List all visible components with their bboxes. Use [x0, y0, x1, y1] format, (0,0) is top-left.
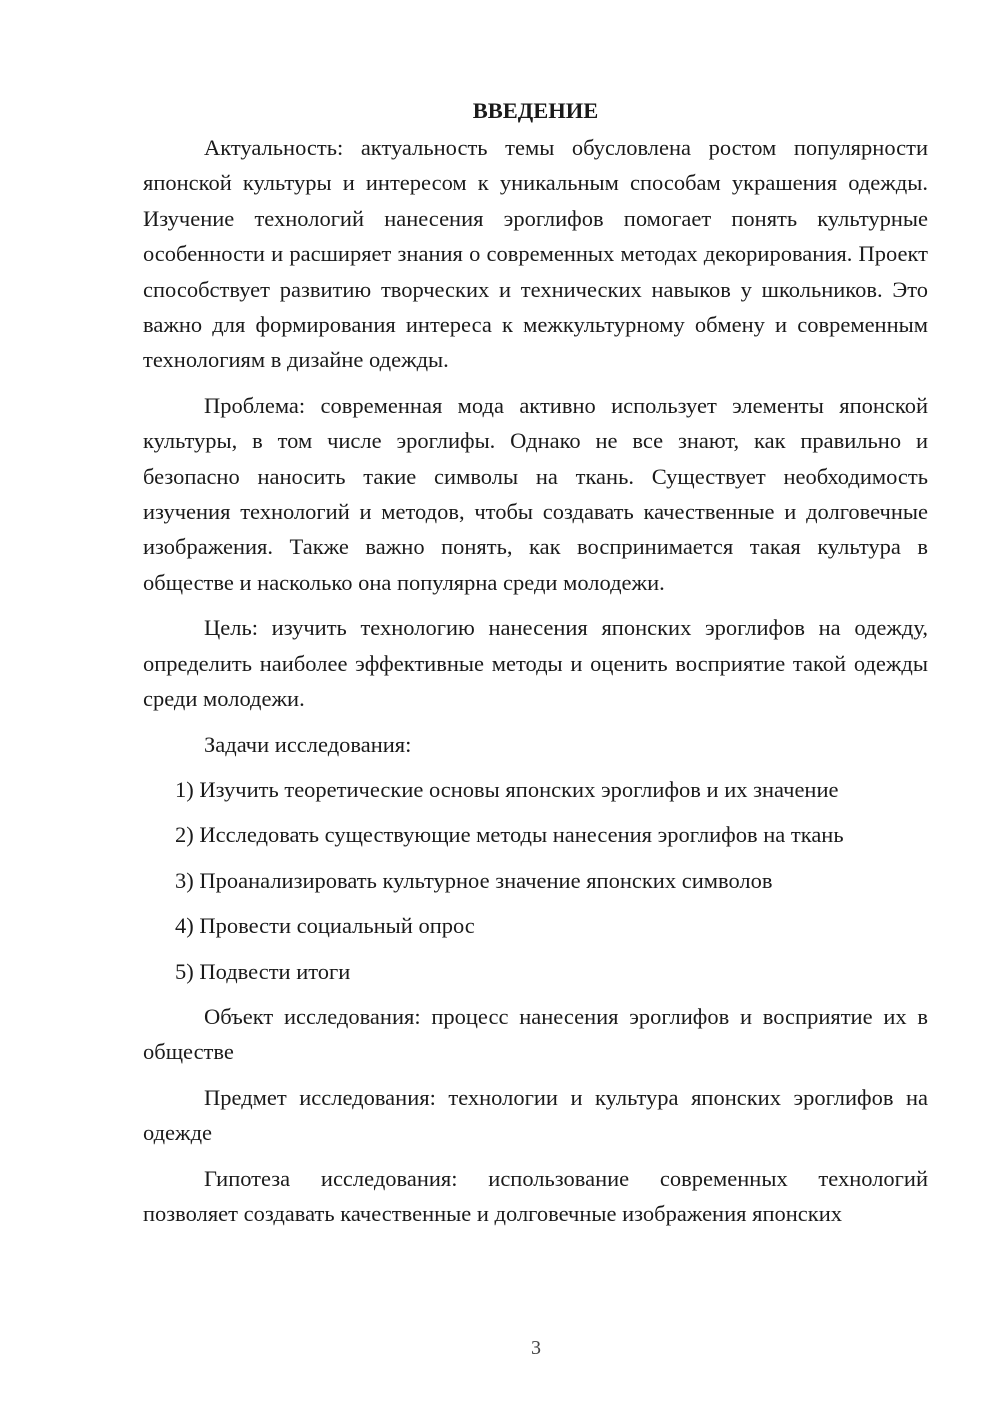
tasks-list: [143, 772, 928, 989]
paragraph-goal: Цель: изучить технологию нанесения японских эроглифов на одежду, определить наиболее эффективные методы и оценить восприятие такой одежды среди молодежи.: [143, 615, 928, 712]
page-number: 3: [531, 1337, 541, 1359]
paragraph-hypothesis: Гипотеза исследования: использование современных технологий позволяет создавать качественные и долговечные изображения японских: [143, 1165, 928, 1226]
list-item: 1) Изучить теоретические основы японских эроглифов и их значение: [175, 776, 839, 802]
paragraph-relevance: Актуальность: актуальность темы обусловлена ростом популярности японской культуры и интересом к уникальным способам украшения одежды. Изучение технологий нанесения эроглифов помогает понять культурные особенности и расширяет знания о современных методах декорирования. Проект способствует развитию творческих и технических навыков у школьников. Это важно для формирования интереса к межкультурному обмену и современным технологиям в дизайне одежды.: [143, 135, 928, 373]
tasks-heading: Задачи исследования:: [204, 731, 412, 757]
list-item: 5) Подвести итоги: [175, 958, 351, 984]
section-heading: ВВЕДЕНИЕ: [472, 98, 599, 123]
list-item: 2) Исследовать существующие методы нанесения эроглифов на ткань: [175, 822, 844, 848]
list-item: 4) Провести социальный опрос: [175, 913, 475, 939]
list-item: 3) Проанализировать культурное значение японских символов: [175, 867, 773, 893]
paragraph-subject: Предмет исследования: технологии и культура японских эроглифов на одежде: [143, 1084, 928, 1146]
document-page: [143, 94, 928, 1241]
paragraph-problem: Проблема: современная мода активно использует элементы японской культуры, в том числе эроглифы. Однако не все знают, как правильно и безопасно наносить такие символы на ткань. Существует необходимость изучения технологий и методов, чтобы создавать качественные и долговечные изображения. Также важно понять, как воспринимается такая культура в обществе и насколько она популярна среди молодежи.: [143, 392, 928, 595]
paragraph-object: Объект исследования: процесс нанесения эроглифов и восприятие их в обществе: [143, 1003, 928, 1065]
